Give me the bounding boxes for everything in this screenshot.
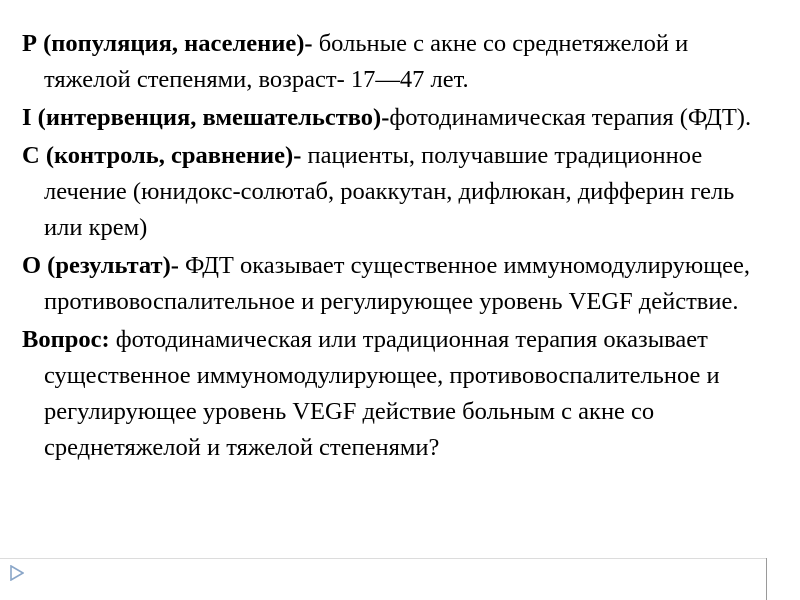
- paragraph-text: пациенты, получавшие традиционное лечение (юнидокс-солютаб, роаккутан, дифлюкан, дифферин гель или крем): [44, 142, 735, 241]
- paragraph-label: I (интервенция, вмешательство)-: [22, 104, 390, 131]
- paragraph-text: больные с акне со среднетяжелой и тяжелой степенями, возраст- 17—47 лет.: [44, 30, 689, 93]
- paragraph-intervention: [22, 100, 774, 136]
- paragraph-label: Вопрос:: [22, 326, 110, 353]
- paragraph-text: ФДТ оказывает существенное иммуномодулирующее, противовоспалительное и регулирующее уровень VEGF действие.: [44, 252, 750, 315]
- paragraph-label: О (результат)-: [22, 252, 179, 279]
- paragraph-control: [22, 138, 774, 246]
- corner-divider: [766, 558, 767, 600]
- paragraph-question: [22, 322, 774, 466]
- paragraph-population: [22, 26, 774, 98]
- paragraph-text: фотодинамическая терапия (ФДТ).: [389, 104, 752, 131]
- footer-divider: [0, 558, 767, 559]
- paragraph-label: Р (популяция, население)-: [22, 30, 313, 57]
- paragraph-outcome: [22, 248, 774, 320]
- triangle-right-icon[interactable]: [10, 565, 24, 581]
- paragraph-label: С (контроль, сравнение)-: [22, 142, 302, 169]
- slide-content: [22, 26, 774, 468]
- paragraph-text: фотодинамическая или традиционная терапия оказывает существенное иммуномодулирующее, противовоспалительное и регулирующее уровень VEGF действие больным с акне со среднетяжелой и тяжелой степенями?: [44, 326, 720, 461]
